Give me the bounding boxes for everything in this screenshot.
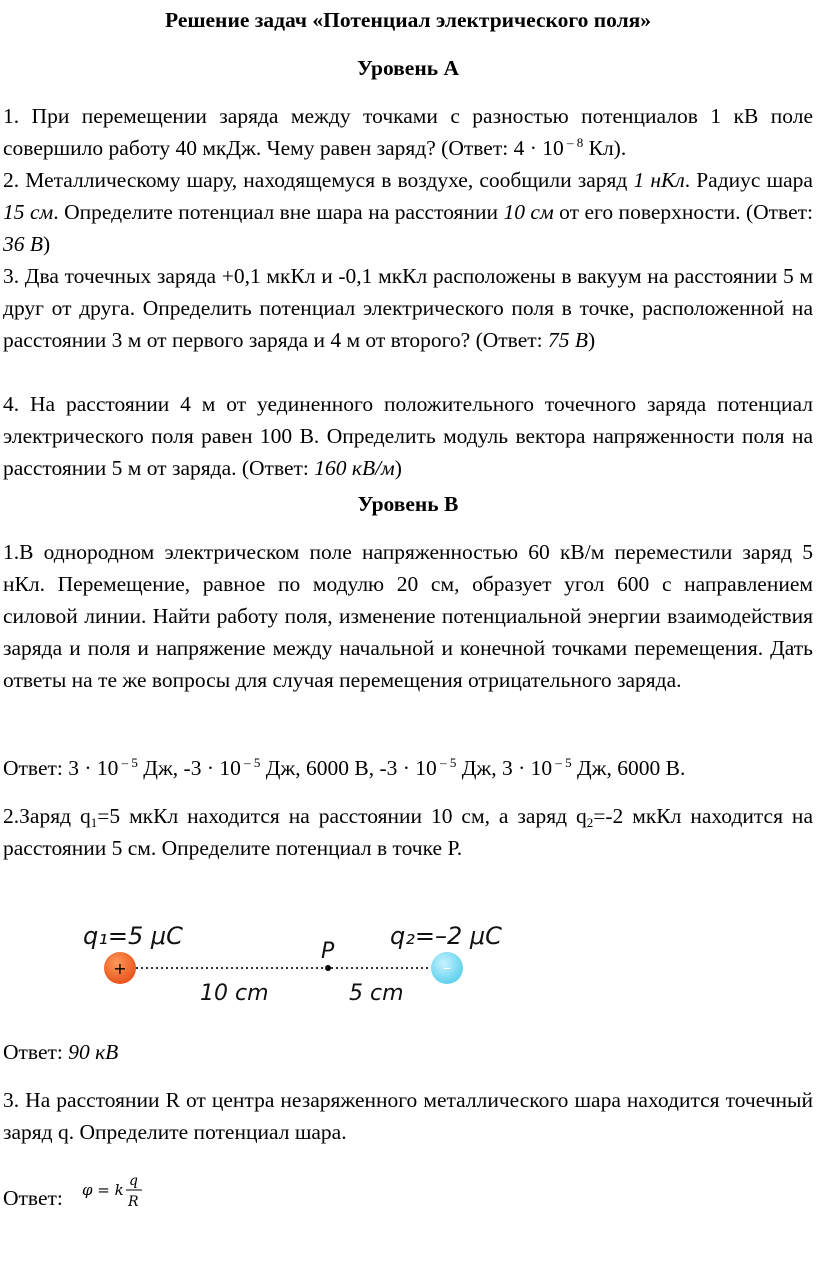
charges-diagram (3, 882, 563, 1012)
problem-a3: 3. Два точечных заряда +0,1 мкКл и -0,1 мкКл расположены в вакуум на расстоянии 5 м друг от друга. Определить потенциал электрического поля в точке, расположенной на расстоянии 3 м от первого заряда и 4 м от второго? (Ответ: 75 В) (3, 264, 813, 352)
problem-b3: 3. На расстоянии R от центра незаряженного металлического шара находится точечный заряд q. Определите потенциал шара. (3, 1088, 813, 1144)
page-title: Решение задач «Потенциал электрического поля» (164, 8, 652, 32)
q2-label: q₂=–2 μC (390, 922, 502, 950)
plus-sign: + (113, 959, 127, 978)
problem-b2: 2.Заряд $q_1=5$ мкКл находится на расстоянии 10 см, а заряд $q_2=-2$ мкКл находится на расстоянии 5 см. Определите потенциал в точке Р. (3, 804, 813, 860)
answer-b1: Ответ: 3 · 10 $^{- 5}$ Дж, -3 · 10 $^{- 5}$ Дж, 6000 В, -3 · 10 $^{- 5}$ Дж, 3 · 10 $^{- 5}$ Дж, 6000 В. (3, 755, 686, 780)
q1-label: q₁=5 μC (83, 922, 183, 950)
level-a-heading: Уровень А (357, 56, 459, 80)
formula-lhs: φ = k (82, 1181, 124, 1199)
problem-a2: 2. Металлическому шару, находящемуся в воздухе, сообщили заряд 1 нКл. Радиус шара 15 см. Определите потенциал вне шара на расстоянии 10 см от его поверхности. (Ответ: 36 В) (3, 168, 813, 256)
formula-numerator: q (129, 1173, 138, 1189)
problem-a1: 1. При перемещении заряда между точками с разностью потенциалов 1 кВ поле совершило работу 40 мкДж. Чему равен заряд? (Ответ: 4 · 10 $^{- 8}$ Кл). (3, 104, 813, 160)
problem-b1: 1.В однородном электрическом поле напряженностью 60 кВ/м переместили заряд 5 нКл. Перемещение, равное по модулю 20 см, образует угол 600 с направлением силовой линии. Найти работу поля, изменение потенциальной энергии взаимодействия заряда и поля и напряжение между начальной и конечной точками перемещения. Дать ответы на те же вопросы для случая перемещения отрицательного заряда. (3, 540, 813, 692)
potential-formula (82, 1168, 152, 1212)
answer-b3: Ответ: (3, 1186, 63, 1210)
problem-a4: 4. На расстоянии 4 м от уединенного положительного точечного заряда потенциал электрического поля равен 100 В. Определить модуль вектора напряженности поля на расстоянии 5 м от заряда. (Ответ: 160 кВ/м) (3, 392, 813, 480)
point-p-marker (325, 965, 331, 971)
distance-5cm-label: 5 cm (349, 981, 404, 1006)
point-p-label: P (321, 939, 335, 964)
level-b-heading: Уровень В (357, 492, 459, 516)
answer-b2: Ответ: 90 кВ (3, 1040, 119, 1064)
distance-10cm-label: 10 cm (200, 981, 269, 1006)
minus-sign: – (443, 958, 451, 977)
formula-denominator: R (128, 1194, 139, 1210)
